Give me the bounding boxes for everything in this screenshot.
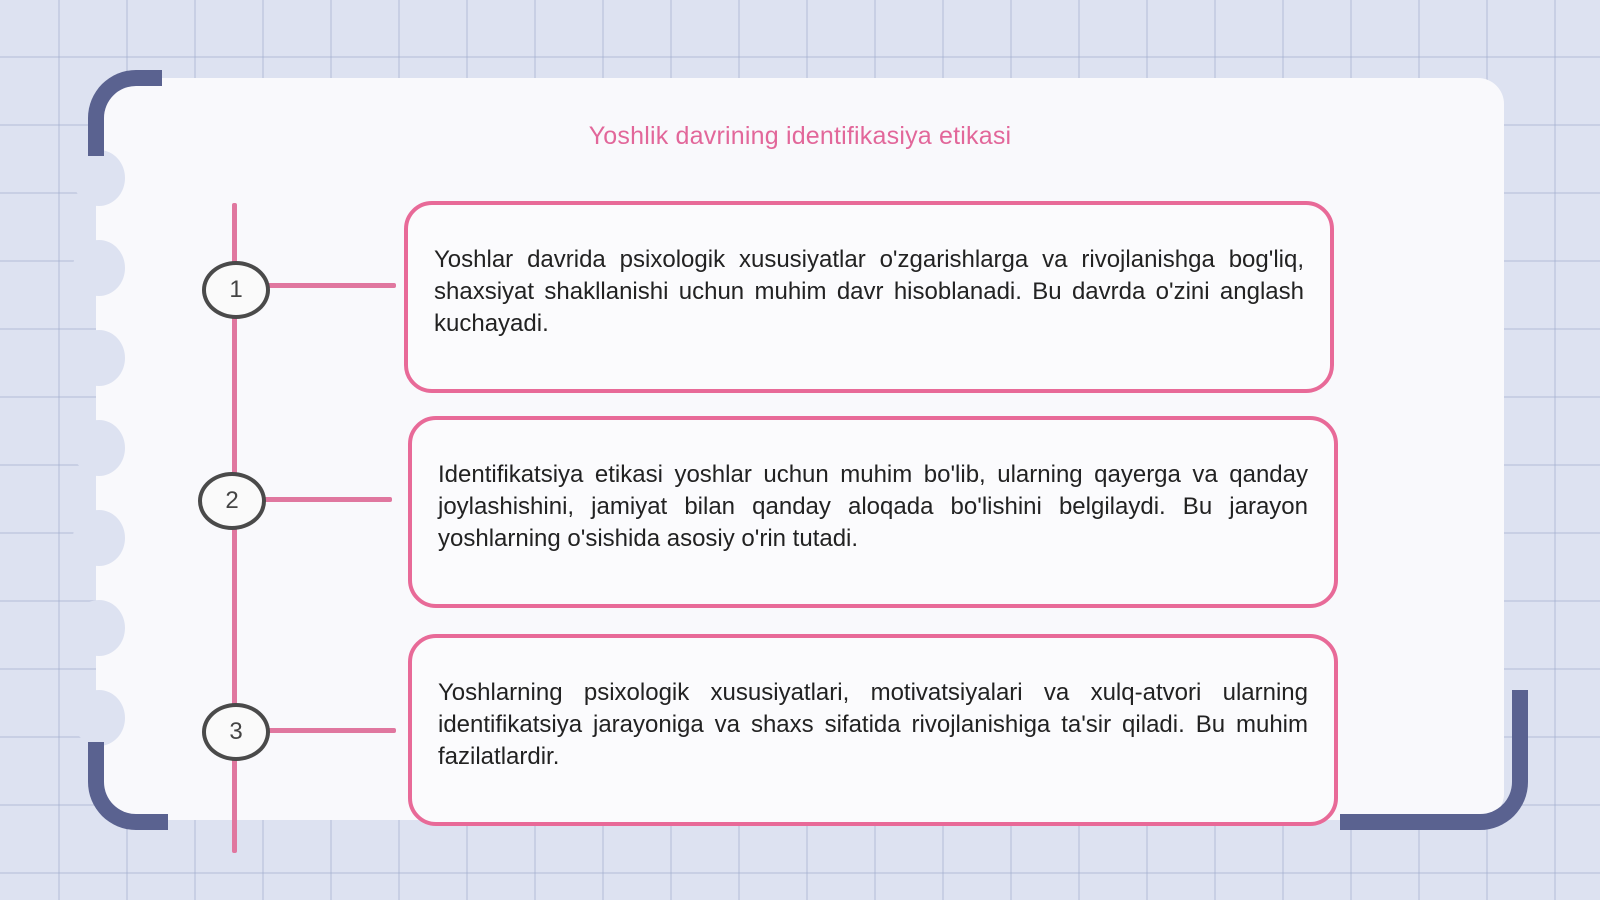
notebook-scallop: [73, 690, 125, 746]
content-text-3: Yoshlarning psixologik xususiyatlari, motivatsiyalari va xulq-atvori ularning identifikatsiya jarayoniga va shaxs sifatida rivojlanishiga ta'sir qiladi. Bu muhim fazilatlardir.: [438, 679, 1308, 770]
timeline-step-2: 2: [198, 472, 266, 530]
content-box-1: [404, 201, 1334, 393]
notebook-scallop: [73, 510, 125, 566]
timeline-connector: [262, 497, 392, 502]
content-box-2: [408, 416, 1338, 608]
notebook-scallop: [73, 240, 125, 296]
frame-corner-bottom-right: [1340, 690, 1528, 830]
notebook-scallop: [73, 150, 125, 206]
notebook-scallop: [73, 330, 125, 386]
content-text-1: Yoshlar davrida psixologik xususiyatlar o'zgarishlarga va rivojlanishga bog'liq, shaxsiyat shakllanishi uchun muhim davr hisoblanadi. Bu davrda o'zini anglash kuchayadi.: [434, 246, 1304, 337]
notebook-scallop: [73, 420, 125, 476]
timeline-connector: [266, 728, 396, 733]
content-text-2: Identifikatsiya etikasi yoshlar uchun muhim bo'lib, ularning qayerga va qanday joylashishini, jamiyat bilan qanday aloqada bo'lishini belgilaydi. Bu jarayon yoshlarning o'sishida asosiy o'rin tutadi.: [438, 461, 1308, 552]
timeline-step-1: 1: [202, 261, 270, 319]
notebook-scallop: [73, 600, 125, 656]
content-box-3: [408, 634, 1338, 826]
frame-corner-bottom-left: [88, 742, 168, 830]
slide-title: Yoshlik davrining identifikasiya etikasi: [588, 122, 1012, 150]
timeline-step-3: 3: [202, 703, 270, 761]
timeline-connector: [266, 283, 396, 288]
